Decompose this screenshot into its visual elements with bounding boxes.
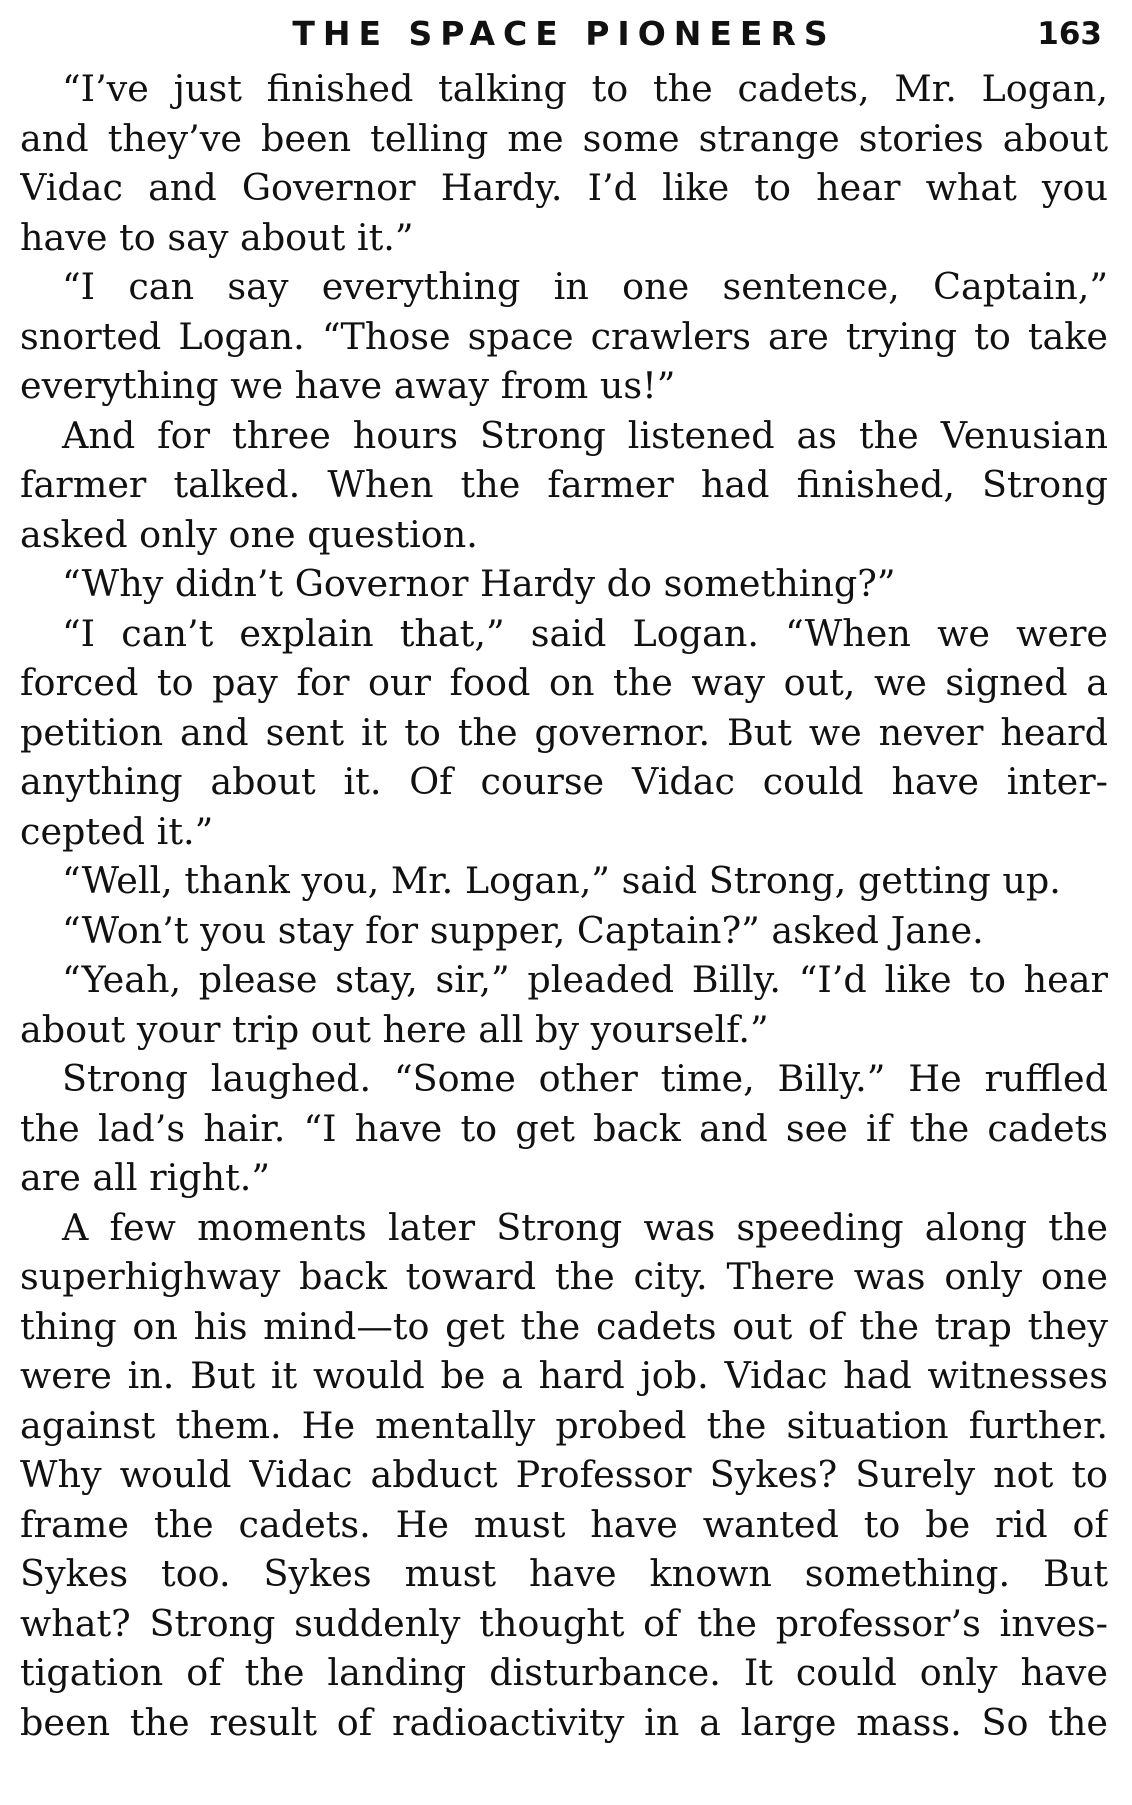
text-line: against them. He mentally probed the situation further. [20, 1403, 1108, 1447]
text-line: frame the cadets. He must have wanted to be rid of [20, 1502, 1108, 1546]
text-line: “I’ve just finished talking to the cadets, Mr. Logan, [62, 67, 1108, 110]
text-line: have to say about it.” [20, 215, 414, 259]
text-line: “Well, thank you, Mr. Logan,” said Strong, getting up. [62, 859, 1061, 902]
running-head [20, 0, 1108, 64]
text-line: And for three hours Strong listened as the Venusian [62, 413, 1108, 457]
text-line: superhighway back toward the city. There was only one [20, 1255, 1108, 1298]
paragraph [20, 1054, 1108, 1203]
body-text [20, 64, 1108, 1747]
text-line: “Won’t you stay for supper, Captain?” asked Jane. [62, 908, 984, 952]
text-line: were in. But it would be a hard job. Vidac had witnesses [20, 1354, 1108, 1397]
text-line: and they’ve been telling me some strange stories about [20, 116, 1108, 160]
text-line: anything about it. Of course Vidac could have inter- [20, 760, 1108, 803]
text-line: the lad’s hair. “I have to get back and see if the cadets [20, 1106, 1108, 1150]
text-line: everything we have away from us!” [20, 364, 676, 407]
text-line: been the result of radioactivity in a large mass. So the [20, 1700, 1108, 1744]
text-line: are all right.” [20, 1156, 271, 1199]
paragraph [20, 955, 1108, 1054]
paragraph [20, 262, 1108, 411]
paragraph [20, 1203, 1108, 1748]
text-line: “I can’t explain that,” said Logan. “When we were [62, 611, 1108, 655]
text-line: tigation of the landing disturbance. It could only have [20, 1651, 1108, 1694]
paragraph [20, 559, 1108, 609]
running-title: THE SPACE PIONEERS [292, 14, 836, 53]
text-line: cepted it.” [20, 809, 214, 853]
text-line: “I can say everything in one sentence, Captain,” [62, 265, 1108, 308]
paragraph [20, 64, 1108, 262]
text-line: snorted Logan. “Those space crawlers are trying to take [20, 314, 1108, 358]
text-line: what? Strong suddenly thought of the professor’s inves- [20, 1601, 1108, 1645]
text-line: asked only one question. [20, 512, 478, 556]
text-line: petition and sent it to the governor. But we never heard [20, 710, 1108, 754]
paragraph [20, 856, 1108, 906]
text-line: A few moments later Strong was speeding along the [62, 1205, 1108, 1249]
paragraph [20, 609, 1108, 857]
text-line: Why would Vidac abduct Professor Sykes? Surely not to [20, 1453, 1108, 1496]
text-line: Strong laughed. “Some other time, Billy.” He ruffled [62, 1057, 1108, 1100]
text-line: thing on his mind—to get the cadets out of the trap they [20, 1304, 1108, 1348]
text-line: about your trip out here all by yourself.” [20, 1007, 769, 1051]
text-line: Vidac and Governor Hardy. I’d like to hear what you [20, 166, 1108, 209]
paragraph [20, 906, 1108, 956]
text-line: forced to pay for our food on the way out, we signed a [20, 661, 1108, 704]
book-page [20, 0, 1108, 1805]
text-line: “Why didn’t Governor Hardy do something?” [62, 562, 896, 605]
text-line: “Yeah, please stay, sir,” pleaded Billy. “I’d like to hear [62, 958, 1108, 1001]
text-line: farmer talked. When the farmer had finished, Strong [20, 463, 1108, 506]
paragraph [20, 411, 1108, 560]
text-line: Sykes too. Sykes must have known something. But [20, 1552, 1108, 1595]
page-number: 163 [1037, 16, 1102, 52]
